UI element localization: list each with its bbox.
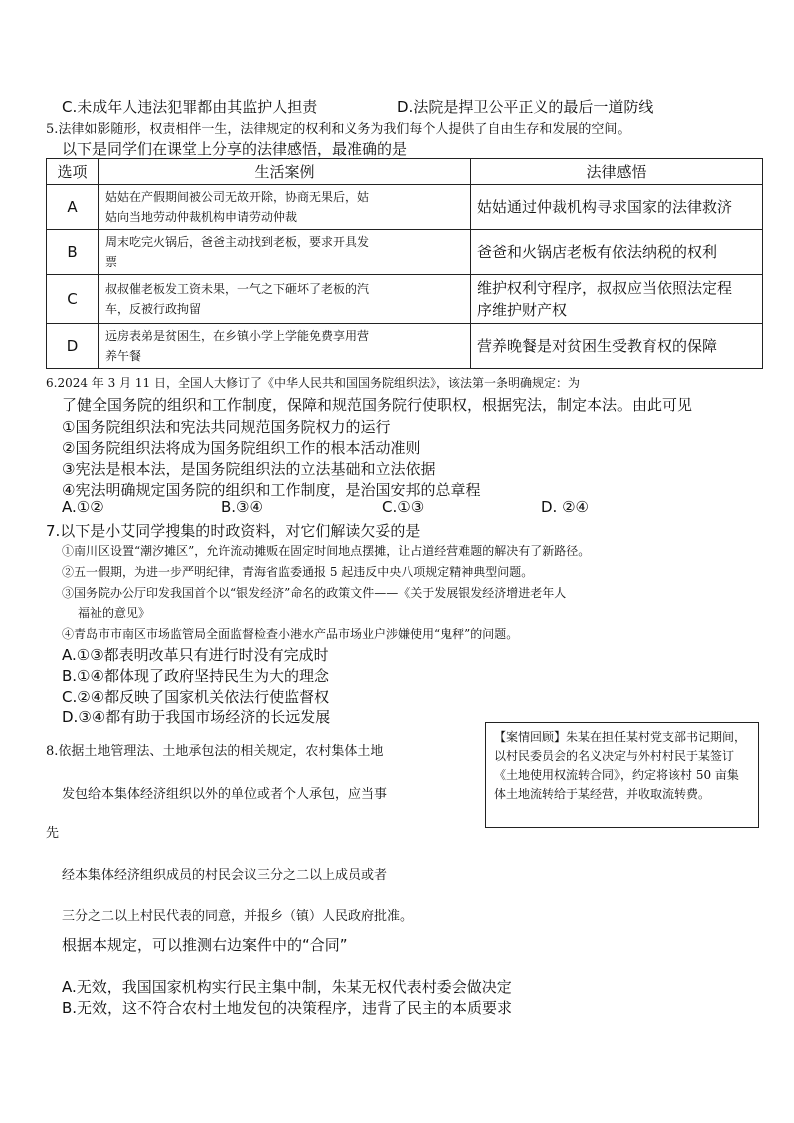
row-feeling: 维护权利守程序，叔叔应当依照法定程 序维护财产权 [471,275,763,324]
q6-item: ①国务院组织法和宪法共同规范国务院权力的运行 [62,418,391,436]
row-option: D [47,324,99,369]
option-d: D.法院是捍卫公平正义的最后一道防线 [397,98,654,116]
row-case: 远房表弟是贫困生，在乡镇小学上学能免费享用营 养午餐 [99,324,471,369]
q6-item: ③宪法是根本法，是国务院组织法的立法基础和立法依据 [62,460,436,478]
table-row [47,275,763,324]
q7-material: ②五一假期，为进一步严明纪律，青海省监委通报 5 起违反中央八项规定精神典型问题。 [62,565,534,579]
q6-stem-cont: 了健全国务院的组织和工作制度，保障和规范国务院行使职权，根据宪法，制定本法。由此可见 [62,396,693,414]
q8-stem: 8.依据土地管理法、土地承包法的相关规定，农村集体土地 [46,744,384,759]
q8-question: 根据本规定，可以推测右边案件中的“合同” [62,936,348,954]
row-option: A [47,185,99,230]
row-case: 叔叔催老板发工资未果，一气之下砸坏了老板的汽 车，反被行政拘留 [99,275,471,324]
q7-choice-a: A.①③都表明改革只有进行时没有完成时 [62,646,329,664]
col-header: 选项 [47,159,99,185]
q8-stem-cont: 先 [46,826,60,841]
q8-stem-cont: 三分之二以上村民代表的同意，并报乡（镇）人民政府批准。 [62,909,414,924]
table-row [47,324,763,369]
case-review-box: 【案情回顾】朱某在担任某村党支部书记期间，以村民委员会的名义决定与外村村民于某签订《土地使用权流转合同》，约定将该村 50 亩集体土地流转给于某经营，并收取流转费。 [485,722,759,828]
q7-material: ③国务院办公厅印发我国首个以“银发经济”命名的政策文件——《关于发展银发经济增进老年人 [62,586,567,600]
q6-item: ②国务院组织法将成为国务院组织工作的根本活动准则 [62,439,421,457]
row-feeling: 爸爸和火锅店老板有依法纳税的权利 [471,230,763,275]
q6-choice-a: A.①② [62,498,104,516]
q7-choice-c: C.②④都反映了国家机关依法行使监督权 [62,688,330,706]
q7-choice-b: B.①④都体现了政府坚持民生为大的理念 [62,667,329,685]
row-case: 姑姑在产假期间被公司无故开除，协商无果后，姑 姑向当地劳动仲裁机构申请劳动仲裁 [99,185,471,230]
q7-stem: 7.以下是小艾同学搜集的时政资料，对它们解读欠妥的是 [46,522,421,540]
table-header-row [47,159,763,185]
row-feeling: 营养晚餐是对贫困生受教育权的保障 [471,324,763,369]
q8-stem-cont: 经本集体经济组织成员的村民会议三分之二以上成员或者 [62,868,388,883]
q6-stem: 6.2024 年 3 月 11 日，全国人大修订了《中华人民共和国国务院组织法》，该法第一条明确规定：为 [46,376,580,390]
q8-choice-b: B.无效，这不符合农村土地发包的决策程序，违背了民主的本质要求 [62,999,513,1017]
q6-choice-d: D. ②④ [541,498,589,516]
row-case: 周末吃完火锅后，爸爸主动找到老板，要求开具发 票 [99,230,471,275]
q8-stem-cont: 发包给本集体经济组织以外的单位或者个人承包，应当事 [62,787,388,802]
q5-stem: 5.法律如影随形，权责相伴一生，法律规定的权利和义务为我们每个人提供了自由生存和发展的空间。 [46,122,631,137]
table-row [47,185,763,230]
q6-choice-b: B.③④ [221,498,263,516]
law-table [46,158,763,369]
q6-choice-c: C.①③ [382,498,425,516]
table-row [47,230,763,275]
col-header: 生活案例 [99,159,471,185]
row-option: C [47,275,99,324]
option-c: C.未成年人违法犯罪都由其监护人担责 [62,98,318,116]
q7-material: ④青岛市市南区市场监管局全面监督检查小港水产品市场业户涉嫌使用“鬼秤”的问题。 [62,627,519,641]
row-feeling: 姑姑通过仲裁机构寻求国家的法律救济 [471,185,763,230]
col-header: 法律感悟 [471,159,763,185]
row-option: B [47,230,99,275]
q7-choice-d: D.③④都有助于我国市场经济的长远发展 [62,708,331,726]
q7-material-cont: 福祉的意见》 [78,606,151,620]
q6-item: ④宪法明确规定国务院的组织和工作制度，是治国安邦的总章程 [62,481,481,499]
q5-stem-cont: 以下是同学们在课堂上分享的法律感悟，最准确的是 [62,140,408,158]
q7-material: ①南川区设置“潮汐摊区”，允许流动摊贩在固定时间地点摆摊，让占道经营难题的解决有了新路径。 [62,544,591,558]
q8-choice-a: A.无效，我国国家机构实行民主集中制，朱某无权代表村委会做决定 [62,978,512,996]
